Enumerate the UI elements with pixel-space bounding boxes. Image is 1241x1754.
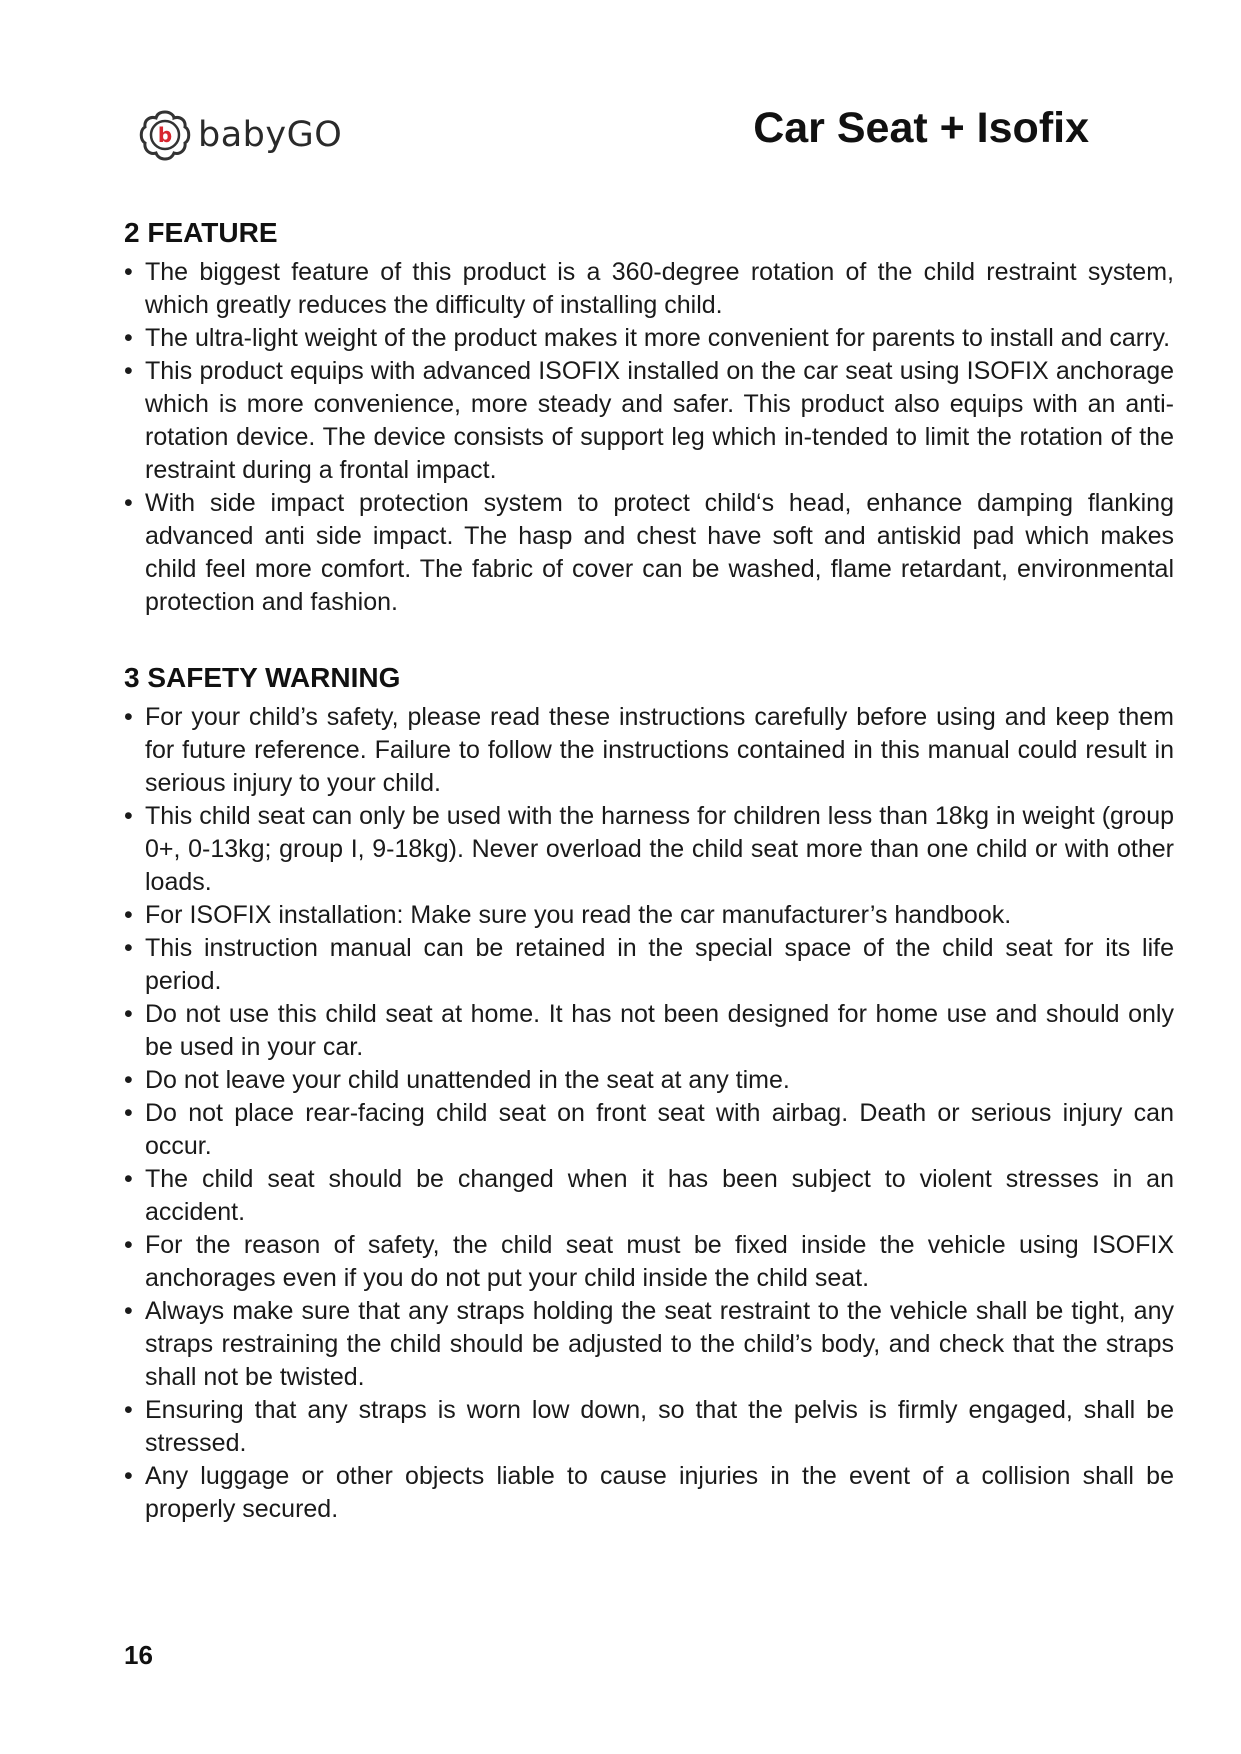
list-item: • Always make sure that any straps holding the seat restraint to the vehicle shall be tight, any straps restraining the child should be adjusted to the child’s body, and check that the straps shall not be twisted. [124, 1295, 1174, 1394]
brand-name: babyGO [198, 115, 343, 155]
list-item: • Any luggage or other objects liable to cause injuries in the event of a collision shall be properly secured. [124, 1460, 1174, 1526]
section-heading: 3 SAFETY WARNING [124, 662, 401, 693]
list-item: • Do not place rear-facing child seat on front seat with airbag. Death or serious injury can occur. [124, 1097, 1174, 1163]
safety-warning-section [124, 659, 1174, 1526]
list-item: • This instruction manual can be retained in the special space of the child seat for its life period. [124, 932, 1174, 998]
section-heading: 2 FEATURE [124, 217, 278, 248]
brand-logo [138, 108, 342, 162]
feature-list [124, 256, 1174, 619]
list-item: • Do not leave your child unattended in the seat at any time. [124, 1064, 1174, 1097]
list-item: • Do not use this child seat at home. It has not been designed for home use and should only be used in your car. [124, 998, 1174, 1064]
list-item: • This child seat can only be used with the harness for children less than 18kg in weight (group 0+, 0-13kg; group I, 9-18kg). Never overload the child seat more than one child or with other loads. [124, 800, 1174, 899]
list-item: • This product equips with advanced ISOFIX installed on the car seat using ISOFIX anchorage which is more convenience, more steady and safer. This product also equips with an anti-rotation device. The device consists of support leg which in-tended to limit the rotation of the restraint during a frontal impact. [124, 355, 1174, 487]
list-item: • Ensuring that any straps is worn low down, so that the pelvis is firmly engaged, shall be stressed. [124, 1394, 1174, 1460]
document-title: Car Seat + Isofix [753, 104, 1089, 152]
svg-text:b: b [157, 123, 173, 147]
manual-content [124, 214, 1174, 1526]
list-item: • The ultra-light weight of the product makes it more convenient for parents to install and carry. [124, 322, 1174, 355]
list-item: • For your child’s safety, please read these instructions carefully before using and keep them for future reference. Failure to follow the instructions contained in this manual could result in serious injury to your child. [124, 701, 1174, 800]
list-item: • For ISOFIX installation: Make sure you read the car manufacturer’s handbook. [124, 899, 1174, 932]
list-item: • For the reason of safety, the child seat must be fixed inside the vehicle using ISOFIX anchorages even if you do not put your child inside the child seat. [124, 1229, 1174, 1295]
page-number: 16 [124, 1640, 153, 1670]
babygo-logo-icon [138, 108, 192, 162]
list-item: • With side impact protection system to protect child‘s head, enhance damping flanking advanced anti side impact. The hasp and chest have soft and antiskid pad which makes child feel more comfort. The fabric of cover can be washed, flame retardant, environmental protection and fashion. [124, 487, 1174, 619]
list-item: • The biggest feature of this product is a 360-degree rotation of the child restraint system, which greatly reduces the difficulty of installing child. [124, 256, 1174, 322]
warning-list [124, 701, 1174, 1526]
feature-section [124, 214, 1174, 619]
list-item: • The child seat should be changed when it has been subject to violent stresses in an accident. [124, 1163, 1174, 1229]
